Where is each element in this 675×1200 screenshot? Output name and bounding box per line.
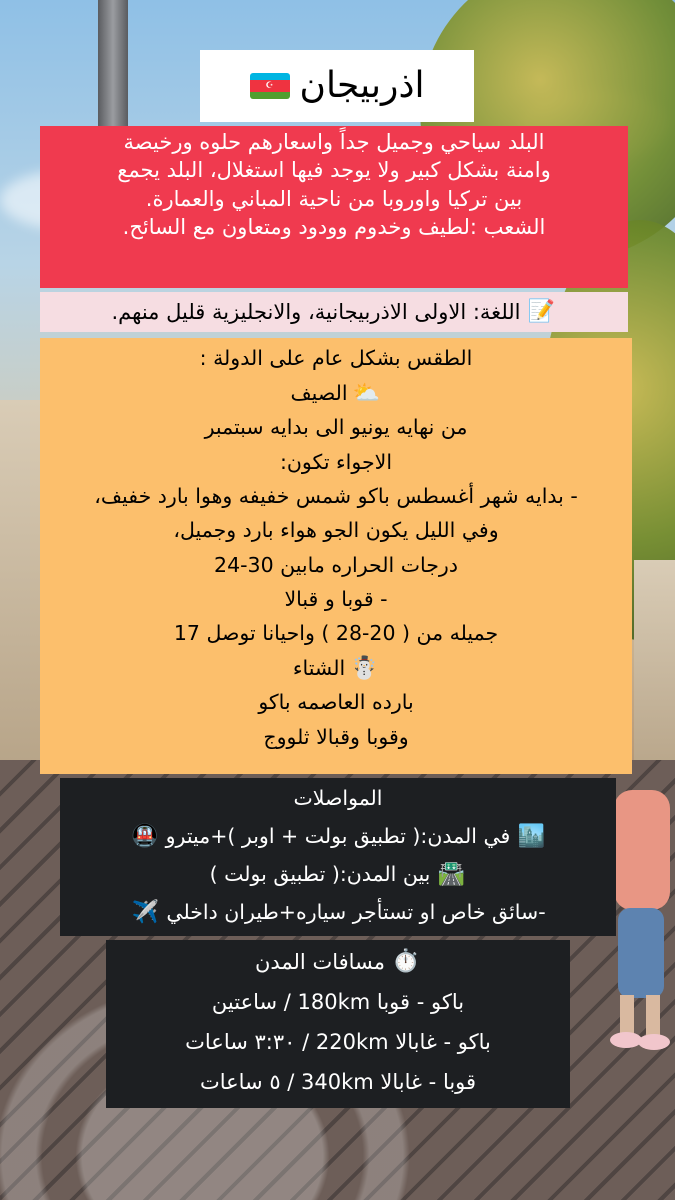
gabala-label: - قوبا و قبالا	[284, 587, 388, 612]
baku-weather-line: - بدايه شهر أغسطس باكو شمس خفيفه وهوا بارد خفيف،	[94, 483, 578, 508]
snowman-icon: ☃️	[350, 655, 378, 681]
language-panel	[40, 292, 628, 332]
conditions-label: الاجواء تكون:	[279, 449, 393, 474]
distances-heading: مسافات المدن	[254, 949, 386, 974]
intro-line: وامنة بشكل كبير ولا يوجد فيها استغلال، البلد يجمع	[117, 158, 551, 183]
airplane-icon: ✈️	[131, 900, 160, 925]
sun-behind-cloud-icon: ⛅	[352, 380, 381, 406]
transport-panel	[60, 778, 616, 936]
weather-heading: الطقس بشكل عام على الدولة :	[199, 346, 473, 371]
memo-icon: 📝	[527, 299, 556, 324]
building	[0, 400, 44, 770]
baku-temperature: درجات الحراره مابين 30-24	[214, 552, 458, 577]
winter-row	[48, 652, 624, 686]
weather-panel	[40, 338, 632, 774]
distances-panel	[106, 940, 570, 1108]
cityscape-icon: 🏙️	[517, 824, 546, 849]
distance-row: باكو - غابالا 220km / ٣:٣٠ ساعات	[185, 1029, 491, 1054]
title-banner	[200, 50, 474, 122]
transport-between-cities	[68, 856, 608, 894]
baku-night-line: وفي الليل يكون الجو هواء بارد وجميل،	[173, 518, 499, 543]
in-cities-text: في المدن:( تطبيق بولت + اوبر )+ميترو	[165, 824, 511, 849]
azerbaijan-flag-icon: ☪	[250, 73, 290, 99]
summer-label: الصيف	[290, 380, 348, 405]
distance-row: قوبا - غابالا 340km / ٥ ساعات	[199, 1069, 477, 1094]
stopwatch-icon: ⏱️	[392, 949, 420, 974]
other-transport-text: -سائق خاص او تستأجر سياره+طيران داخلي	[166, 900, 546, 925]
winter-gabala: وقوبا وقبالا ثلووج	[263, 724, 409, 749]
lamp-pole	[98, 0, 128, 140]
page-title: اذربيجان	[299, 64, 425, 106]
intro-panel	[40, 126, 628, 288]
metro-icon: 🚇	[130, 824, 159, 849]
distance-row: باكو - قوبا 180km / ساعتين	[211, 989, 465, 1014]
transport-in-cities	[68, 818, 608, 856]
transport-other	[68, 894, 608, 932]
gabala-temperature: جميله من ( 20-28 ) واحيانا توصل 17	[173, 621, 499, 646]
motorway-icon: 🛣️	[437, 862, 466, 887]
winter-baku: بارده العاصمه باكو	[258, 690, 414, 715]
intro-line: البلد سياحي وجميل جداً واسعارهم حلوه ورخيصة	[123, 130, 545, 154]
intro-line: الشعب :لطيف وخدوم وودود ومتعاون مع السائح.	[122, 215, 546, 240]
transport-heading: المواصلات	[293, 786, 383, 811]
between-cities-text: بين المدن:( تطبيق بولت )	[209, 862, 431, 887]
summer-row	[48, 376, 624, 410]
summer-period: من نهايه يونيو الى بدايه سبتمبر	[204, 415, 468, 440]
winter-label: الشتاء	[292, 655, 346, 680]
language-text: اللغة: الاولى الاذربيجانية، والانجليزية قليل منهم.	[111, 299, 521, 324]
intro-line: بين تركيا واوروبا من ناحية المباني والعمارة.	[145, 186, 523, 211]
building	[634, 560, 675, 780]
distances-heading-row	[114, 942, 562, 982]
